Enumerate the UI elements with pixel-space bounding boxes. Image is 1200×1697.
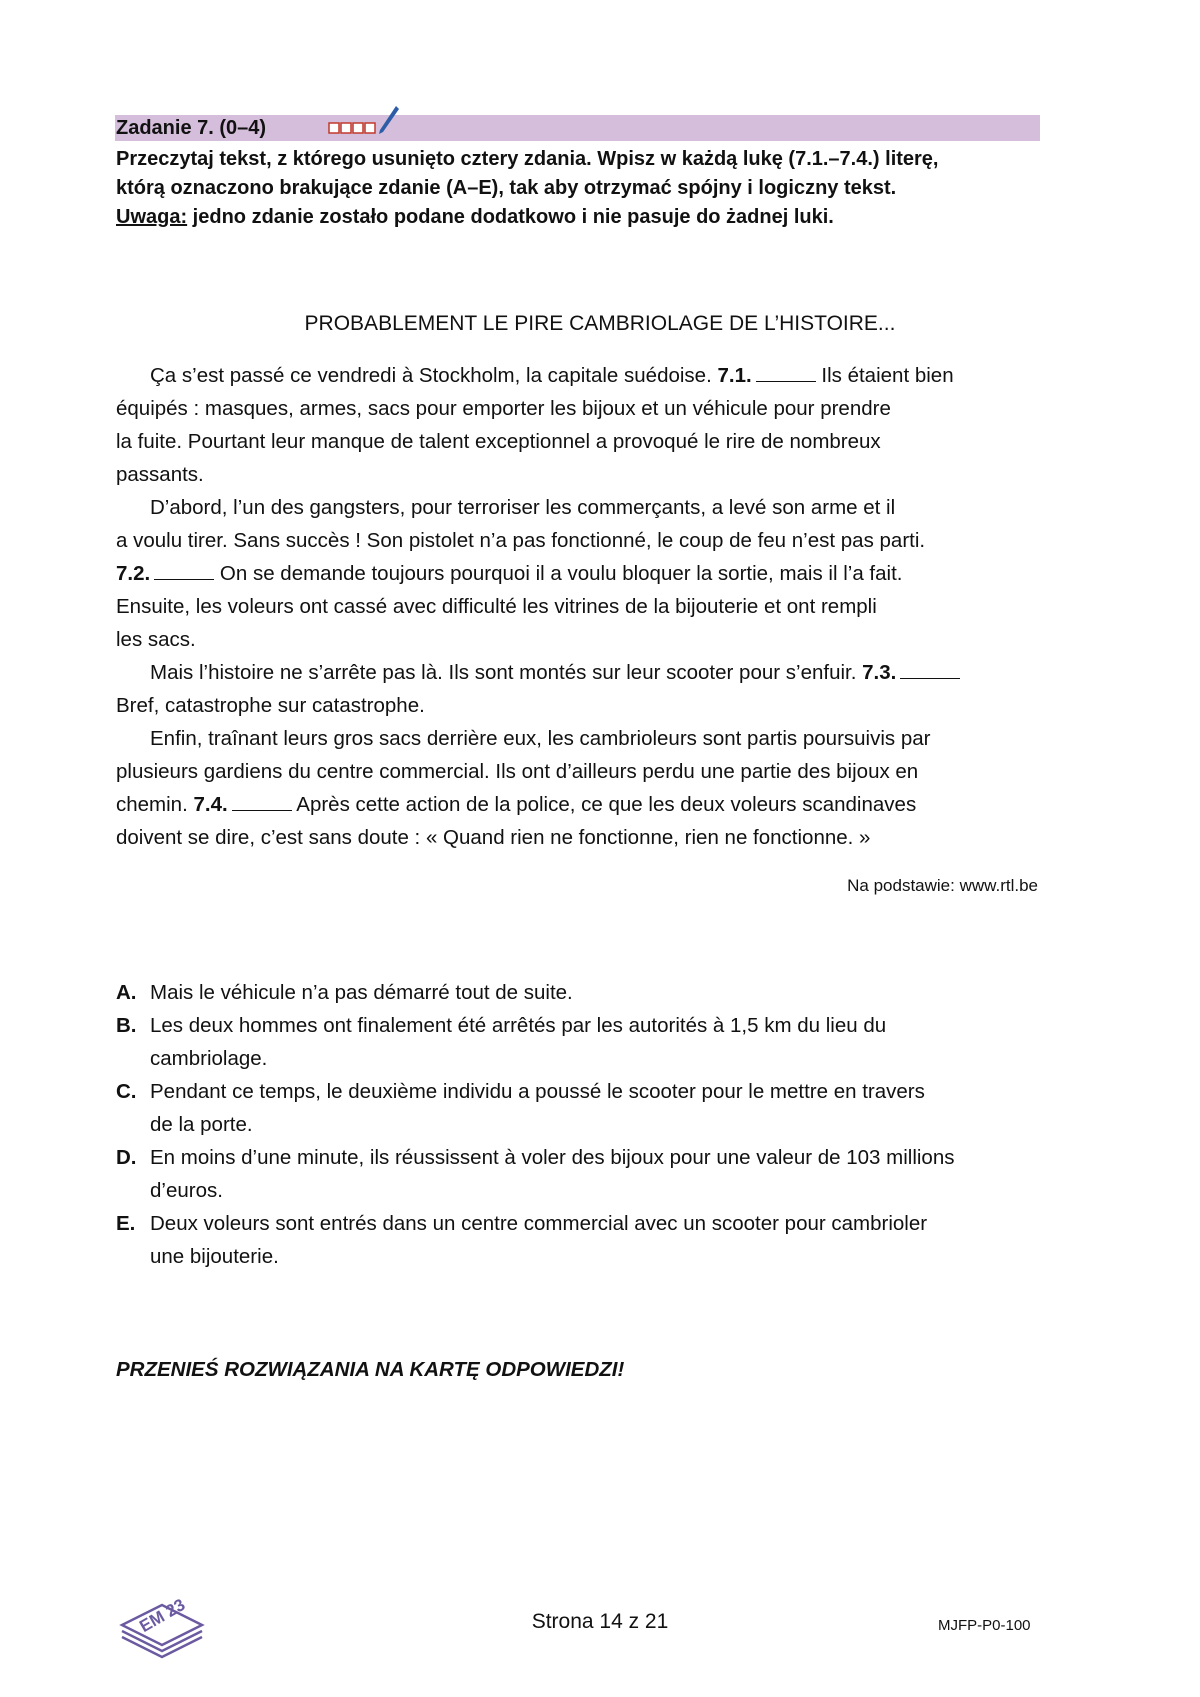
option-letter-b: B.: [116, 1014, 137, 1037]
text-line: D’abord, l’un des gangsters, pour terroriser les commerçants, a levé son arme et il: [150, 496, 896, 519]
instruction-line-1: Przeczytaj tekst, z którego usunięto cztery zdania. Wpisz w każdą lukę (7.1.–7.4.) literę,: [116, 148, 939, 170]
gap-label-7-4: 7.4.: [193, 793, 228, 816]
option-b-text-cont: cambriolage.: [150, 1047, 268, 1070]
text-line: les sacs.: [116, 628, 196, 651]
note-text: jedno zdanie zostało podane dodatkowo i nie pasuje do żadnej luki.: [187, 206, 834, 228]
gap-label-7-2: 7.2.: [116, 562, 151, 585]
text-line: a voulu tirer. Sans succès ! Son pistolet n’a pas fonctionné, le coup de feu n’est pas parti.: [116, 529, 926, 552]
gap-7-2[interactable]: [154, 561, 214, 580]
transfer-answers-note: PRZENIEŚ ROZWIĄZANIA NA KARTĘ ODPOWIEDZI!: [116, 1358, 625, 1381]
instruction-line-2: którą oznaczono brakujące zdanie (A–E), tak aby otrzymać spójny i logiczny tekst.: [116, 177, 897, 199]
text-line: chemin. 7.4. Après cette action de la police, ce que les deux voleurs scandinaves: [116, 793, 917, 816]
gap-label-7-1: 7.1.: [717, 364, 752, 387]
text-line: Mais l’histoire ne s’arrête pas là. Ils sont montés sur leur scooter pour s’enfuir. 7.3.: [150, 657, 960, 689]
note-label: Uwaga:: [116, 206, 188, 228]
option-a-text: Mais le véhicule n’a pas démarré tout de suite.: [150, 981, 573, 1004]
gap-7-4[interactable]: [232, 792, 292, 811]
score-boxes-icon: [328, 121, 380, 135]
option-d-text: En moins d’une minute, ils réussissent à voler des bijoux pour une valeur de 103 millions: [150, 1146, 955, 1169]
option-letter-e: E.: [116, 1212, 136, 1235]
gap-label-7-3: 7.3.: [862, 661, 897, 684]
instruction-note: [116, 203, 834, 232]
pen-icon: [376, 104, 400, 136]
option-d-text-cont: d’euros.: [150, 1179, 223, 1202]
text-line: doivent se dire, c’est sans doute : « Quand rien ne fonctionne, rien ne fonctionne. »: [116, 826, 871, 849]
text-line: Ensuite, les voleurs ont cassé avec difficulté les vitrines de la bijouterie et ont rempli: [116, 595, 877, 618]
article-title: PROBABLEMENT LE PIRE CAMBRIOLAGE DE L’HISTOIRE...: [304, 312, 896, 335]
option-letter-a: A.: [116, 981, 137, 1004]
logo-text: EM 23: [136, 1595, 189, 1637]
text-line: 7.2. On se demande toujours pourquoi il a voulu bloquer la sortie, mais il l’a fait.: [116, 562, 903, 585]
text-line: la fuite. Pourtant leur manque de talent exceptionnel a provoqué le rire de nombreux: [116, 430, 881, 453]
source-citation: Na podstawie: www.rtl.be: [847, 876, 1038, 895]
text-line: équipés : masques, armes, sacs pour emporter les bijoux et un véhicule pour prendre: [116, 397, 891, 420]
option-e-text-cont: une bijouterie.: [150, 1245, 279, 1268]
option-c-text: Pendant ce temps, le deuxième individu a poussé le scooter pour le mettre en travers: [150, 1080, 925, 1103]
gap-7-1[interactable]: [756, 363, 816, 382]
option-e-text: Deux voleurs sont entrés dans un centre commercial avec un scooter pour cambrioler: [150, 1212, 928, 1235]
text-line: Enfin, traînant leurs gros sacs derrière eux, les cambrioleurs sont partis poursuivis par: [150, 727, 931, 750]
option-letter-c: C.: [116, 1080, 137, 1103]
option-b-text: Les deux hommes ont finalement été arrêtés par les autorités à 1,5 km du lieu du: [150, 1014, 887, 1037]
text-line: Bref, catastrophe sur catastrophe.: [116, 694, 425, 717]
page-number: Strona 14 z 21: [531, 1610, 669, 1633]
task-title: Zadanie 7. (0–4): [116, 117, 267, 139]
exam-code: MJFP-P0-100: [938, 1617, 1031, 1634]
text-line: plusieurs gardiens du centre commercial. Ils ont d’ailleurs perdu une partie des bijoux en: [116, 760, 919, 783]
text-line: passants.: [116, 463, 204, 486]
text-line: Ça s’est passé ce vendredi à Stockholm, la capitale suédoise. 7.1. Ils étaient bien: [150, 364, 954, 387]
option-c-text-cont: de la porte.: [150, 1113, 253, 1136]
option-letter-d: D.: [116, 1146, 137, 1169]
gap-7-3[interactable]: [900, 660, 960, 679]
